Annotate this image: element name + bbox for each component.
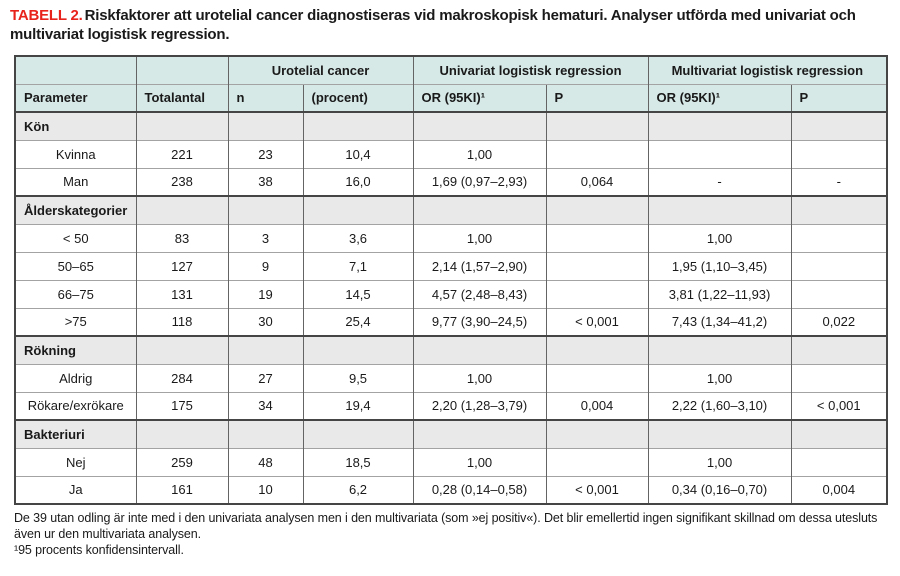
section-empty-cell (791, 196, 887, 224)
column-header: n (228, 84, 303, 112)
value-cell: 23 (228, 140, 303, 168)
group-header-row (15, 56, 887, 84)
table-body (15, 112, 887, 504)
parameter-cell: Nej (15, 448, 136, 476)
group-header-empty (15, 56, 136, 84)
section-row (15, 196, 887, 224)
table-caption (10, 6, 888, 44)
value-cell: 131 (136, 280, 228, 308)
section-empty-cell (546, 336, 648, 364)
section-empty-cell (791, 420, 887, 448)
value-cell: 1,00 (413, 448, 546, 476)
parameter-cell: >75 (15, 308, 136, 336)
table-number-label: TABELL 2. (10, 7, 83, 24)
section-empty-cell (303, 112, 413, 140)
section-empty-cell (648, 196, 791, 224)
table-row (15, 252, 887, 280)
value-cell (791, 252, 887, 280)
value-cell: 127 (136, 252, 228, 280)
value-cell: 221 (136, 140, 228, 168)
value-cell: 1,00 (413, 224, 546, 252)
section-empty-cell (413, 196, 546, 224)
table-row (15, 280, 887, 308)
value-cell (546, 448, 648, 476)
value-cell: 0,004 (791, 476, 887, 504)
section-empty-cell (228, 336, 303, 364)
column-header: OR (95KI)¹ (648, 84, 791, 112)
value-cell: 259 (136, 448, 228, 476)
value-cell (546, 280, 648, 308)
parameter-cell: Rökare/exrökare (15, 392, 136, 420)
value-cell: 3 (228, 224, 303, 252)
section-empty-cell (413, 420, 546, 448)
parameter-cell: Man (15, 168, 136, 196)
parameter-cell: Kvinna (15, 140, 136, 168)
value-cell: 9,5 (303, 364, 413, 392)
table-head (15, 56, 887, 112)
value-cell: 38 (228, 168, 303, 196)
group-header: Univariat logistisk regression (413, 56, 648, 84)
group-header-empty (136, 56, 228, 84)
group-header: Urotelial cancer (228, 56, 413, 84)
section-row (15, 336, 887, 364)
section-label: Rökning (15, 336, 136, 364)
value-cell: 9 (228, 252, 303, 280)
value-cell: 0,34 (0,16–0,70) (648, 476, 791, 504)
section-empty-cell (228, 420, 303, 448)
value-cell: 30 (228, 308, 303, 336)
parameter-cell: Aldrig (15, 364, 136, 392)
value-cell: 19 (228, 280, 303, 308)
section-empty-cell (136, 336, 228, 364)
section-empty-cell (648, 112, 791, 140)
value-cell: - (648, 168, 791, 196)
value-cell: 1,00 (413, 140, 546, 168)
section-empty-cell (303, 196, 413, 224)
value-cell: 14,5 (303, 280, 413, 308)
section-row (15, 420, 887, 448)
section-label: Bakteriuri (15, 420, 136, 448)
value-cell (546, 364, 648, 392)
value-cell: - (791, 168, 887, 196)
value-cell: 10 (228, 476, 303, 504)
section-empty-cell (228, 112, 303, 140)
results-table (14, 55, 888, 505)
value-cell: 6,2 (303, 476, 413, 504)
section-empty-cell (546, 196, 648, 224)
value-cell: 284 (136, 364, 228, 392)
table-row (15, 168, 887, 196)
value-cell (791, 280, 887, 308)
section-empty-cell (648, 336, 791, 364)
value-cell (791, 224, 887, 252)
value-cell: < 0,001 (546, 308, 648, 336)
parameter-cell: < 50 (15, 224, 136, 252)
value-cell: 19,4 (303, 392, 413, 420)
table-row (15, 140, 887, 168)
value-cell: 10,4 (303, 140, 413, 168)
section-empty-cell (648, 420, 791, 448)
value-cell: 175 (136, 392, 228, 420)
footnote-analysis: De 39 utan odling är inte med i den univariata analysen men i den multivariata (som »ej positiv«). Det blir emellertid ingen signifikant skillnad om dessa utesluts även ur den multivariata analysen. (14, 511, 878, 541)
parameter-cell: 50–65 (15, 252, 136, 280)
value-cell (791, 364, 887, 392)
value-cell: 1,00 (648, 364, 791, 392)
value-cell: 1,00 (648, 448, 791, 476)
value-cell: 16,0 (303, 168, 413, 196)
value-cell: 34 (228, 392, 303, 420)
table-row (15, 448, 887, 476)
table-caption-text: Riskfaktorer att urotelial cancer diagnostiseras vid makroskopisk hematuri. Analyser utförda med univariat och multivariat logistisk regression. (10, 7, 856, 43)
value-cell (791, 448, 887, 476)
value-cell: 27 (228, 364, 303, 392)
value-cell: 7,43 (1,34–41,2) (648, 308, 791, 336)
section-empty-cell (413, 336, 546, 364)
value-cell (546, 224, 648, 252)
value-cell (546, 140, 648, 168)
section-empty-cell (791, 112, 887, 140)
column-header: Totalantal (136, 84, 228, 112)
value-cell: 0,064 (546, 168, 648, 196)
value-cell: 1,95 (1,10–3,45) (648, 252, 791, 280)
table-row (15, 476, 887, 504)
parameter-cell: 66–75 (15, 280, 136, 308)
value-cell: 3,6 (303, 224, 413, 252)
section-empty-cell (303, 336, 413, 364)
column-header: P (791, 84, 887, 112)
section-empty-cell (228, 196, 303, 224)
value-cell: < 0,001 (791, 392, 887, 420)
value-cell (546, 252, 648, 280)
section-empty-cell (546, 420, 648, 448)
section-empty-cell (546, 112, 648, 140)
table-row (15, 364, 887, 392)
column-header: (procent) (303, 84, 413, 112)
value-cell: 83 (136, 224, 228, 252)
footnote-confidence-interval: ¹95 procents konfidensintervall. (14, 543, 184, 557)
section-empty-cell (136, 196, 228, 224)
value-cell: 238 (136, 168, 228, 196)
column-header-row (15, 84, 887, 112)
value-cell: 0,022 (791, 308, 887, 336)
section-label: Kön (15, 112, 136, 140)
value-cell: 1,00 (648, 224, 791, 252)
section-empty-cell (303, 420, 413, 448)
table-row (15, 308, 887, 336)
value-cell (648, 140, 791, 168)
table-row (15, 224, 887, 252)
section-empty-cell (136, 112, 228, 140)
section-empty-cell (136, 420, 228, 448)
section-empty-cell (413, 112, 546, 140)
value-cell: 2,20 (1,28–3,79) (413, 392, 546, 420)
value-cell: 3,81 (1,22–11,93) (648, 280, 791, 308)
section-empty-cell (791, 336, 887, 364)
value-cell: 2,22 (1,60–3,10) (648, 392, 791, 420)
table-row (15, 392, 887, 420)
column-header: P (546, 84, 648, 112)
group-header: Multivariat logistisk regression (648, 56, 887, 84)
value-cell: 161 (136, 476, 228, 504)
value-cell: 0,004 (546, 392, 648, 420)
value-cell (791, 140, 887, 168)
value-cell: 118 (136, 308, 228, 336)
value-cell: 1,69 (0,97–2,93) (413, 168, 546, 196)
value-cell: < 0,001 (546, 476, 648, 504)
footnotes (14, 510, 888, 558)
value-cell: 25,4 (303, 308, 413, 336)
value-cell: 9,77 (3,90–24,5) (413, 308, 546, 336)
value-cell: 1,00 (413, 364, 546, 392)
section-row (15, 112, 887, 140)
value-cell: 18,5 (303, 448, 413, 476)
column-header: Parameter (15, 84, 136, 112)
value-cell: 0,28 (0,14–0,58) (413, 476, 546, 504)
value-cell: 48 (228, 448, 303, 476)
value-cell: 4,57 (2,48–8,43) (413, 280, 546, 308)
column-header: OR (95KI)¹ (413, 84, 546, 112)
value-cell: 2,14 (1,57–2,90) (413, 252, 546, 280)
section-label: Ålderskategorier (15, 196, 136, 224)
value-cell: 7,1 (303, 252, 413, 280)
parameter-cell: Ja (15, 476, 136, 504)
